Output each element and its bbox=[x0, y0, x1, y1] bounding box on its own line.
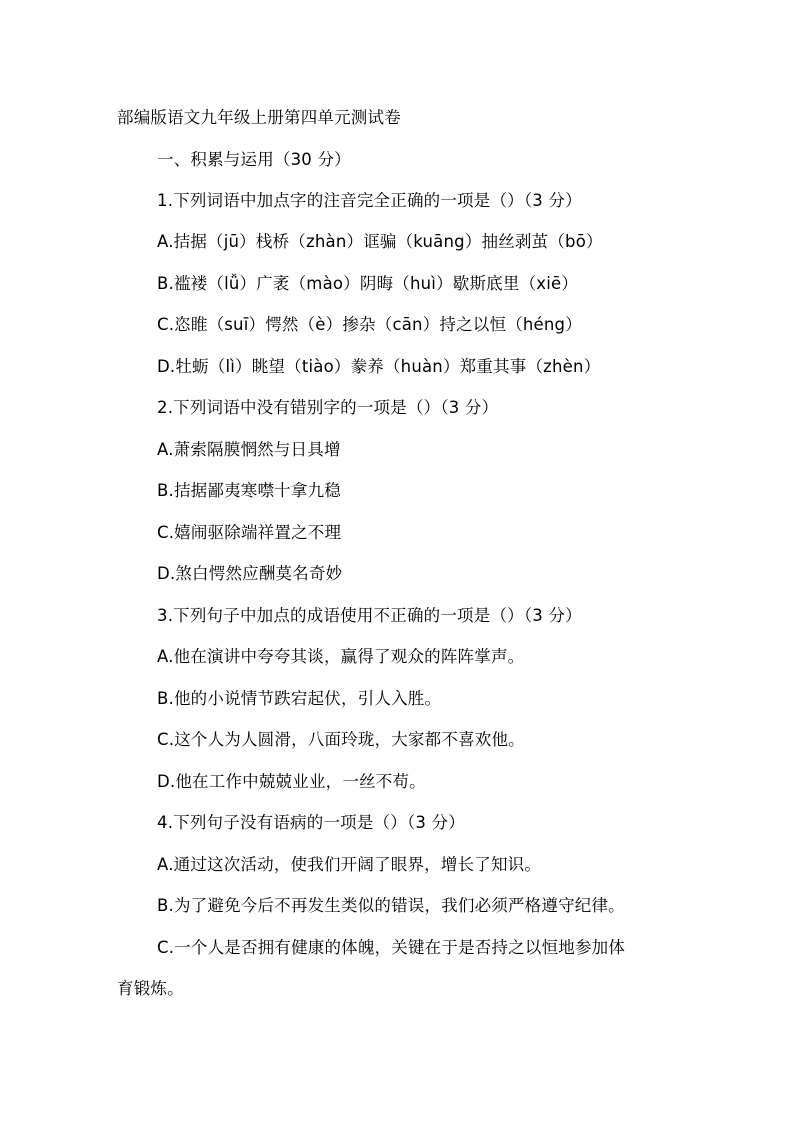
question-stem: 2.下列词语中没有错别字的一项是（）（3 分） bbox=[157, 398, 499, 417]
question-stem: 4.下列句子没有语病的一项是（）（3 分） bbox=[157, 813, 465, 832]
question-option: C.恣睢（suī）愕然（è）掺杂（cān）持之以恒（héng） bbox=[157, 315, 582, 334]
question-option-continuation: 育锻炼。 bbox=[117, 979, 184, 998]
question-option: D.煞白愕然应酬莫名奇妙 bbox=[157, 564, 343, 583]
question-option: D.他在工作中兢兢业业，一丝不苟。 bbox=[157, 772, 426, 791]
question-option: B.拮据鄙夷寒噤十拿九稳 bbox=[157, 481, 341, 500]
question-stem: 1.下列词语中加点字的注音完全正确的一项是（）（3 分） bbox=[157, 191, 582, 210]
question-option: B.为了避免今后不再发生类似的错误，我们必须严格遵守纪律。 bbox=[157, 896, 625, 915]
question-option: D.牡蛎（lì）眺望（tiào）豢养（huàn）郑重其事（zhèn） bbox=[157, 357, 601, 376]
question-option: C.嬉闹驱除端祥置之不理 bbox=[157, 523, 342, 542]
document-title: 部编版语文九年级上册第四单元测试卷 bbox=[117, 108, 401, 127]
question-option: A.萧索隔膜惘然与日具增 bbox=[157, 440, 341, 459]
question-option: C.一个人是否拥有健康的体魄，关键在于是否持之以恒地参加体 bbox=[157, 938, 626, 957]
question-option: B.褴褛（lǚ）广袤（mào）阴晦（huì）歇斯底里（xiē） bbox=[157, 274, 579, 293]
section-heading: 一、积累与运用（30 分） bbox=[157, 150, 351, 169]
question-stem: 3.下列句子中加点的成语使用不正确的一项是（）（3 分） bbox=[157, 606, 582, 625]
question-option: A.拮据（jū）栈桥（zhàn）诓骗（kuāng）抽丝剥茧（bō） bbox=[157, 232, 603, 251]
question-option: A.他在演讲中夸夸其谈，赢得了观众的阵阵掌声。 bbox=[157, 647, 525, 666]
question-option: B.他的小说情节跌宕起伏，引人入胜。 bbox=[157, 689, 442, 708]
question-option: C.这个人为人圆滑，八面玲珑，大家都不喜欢他。 bbox=[157, 730, 525, 749]
question-option: A.通过这次活动，使我们开阔了眼界，增长了知识。 bbox=[157, 855, 542, 874]
